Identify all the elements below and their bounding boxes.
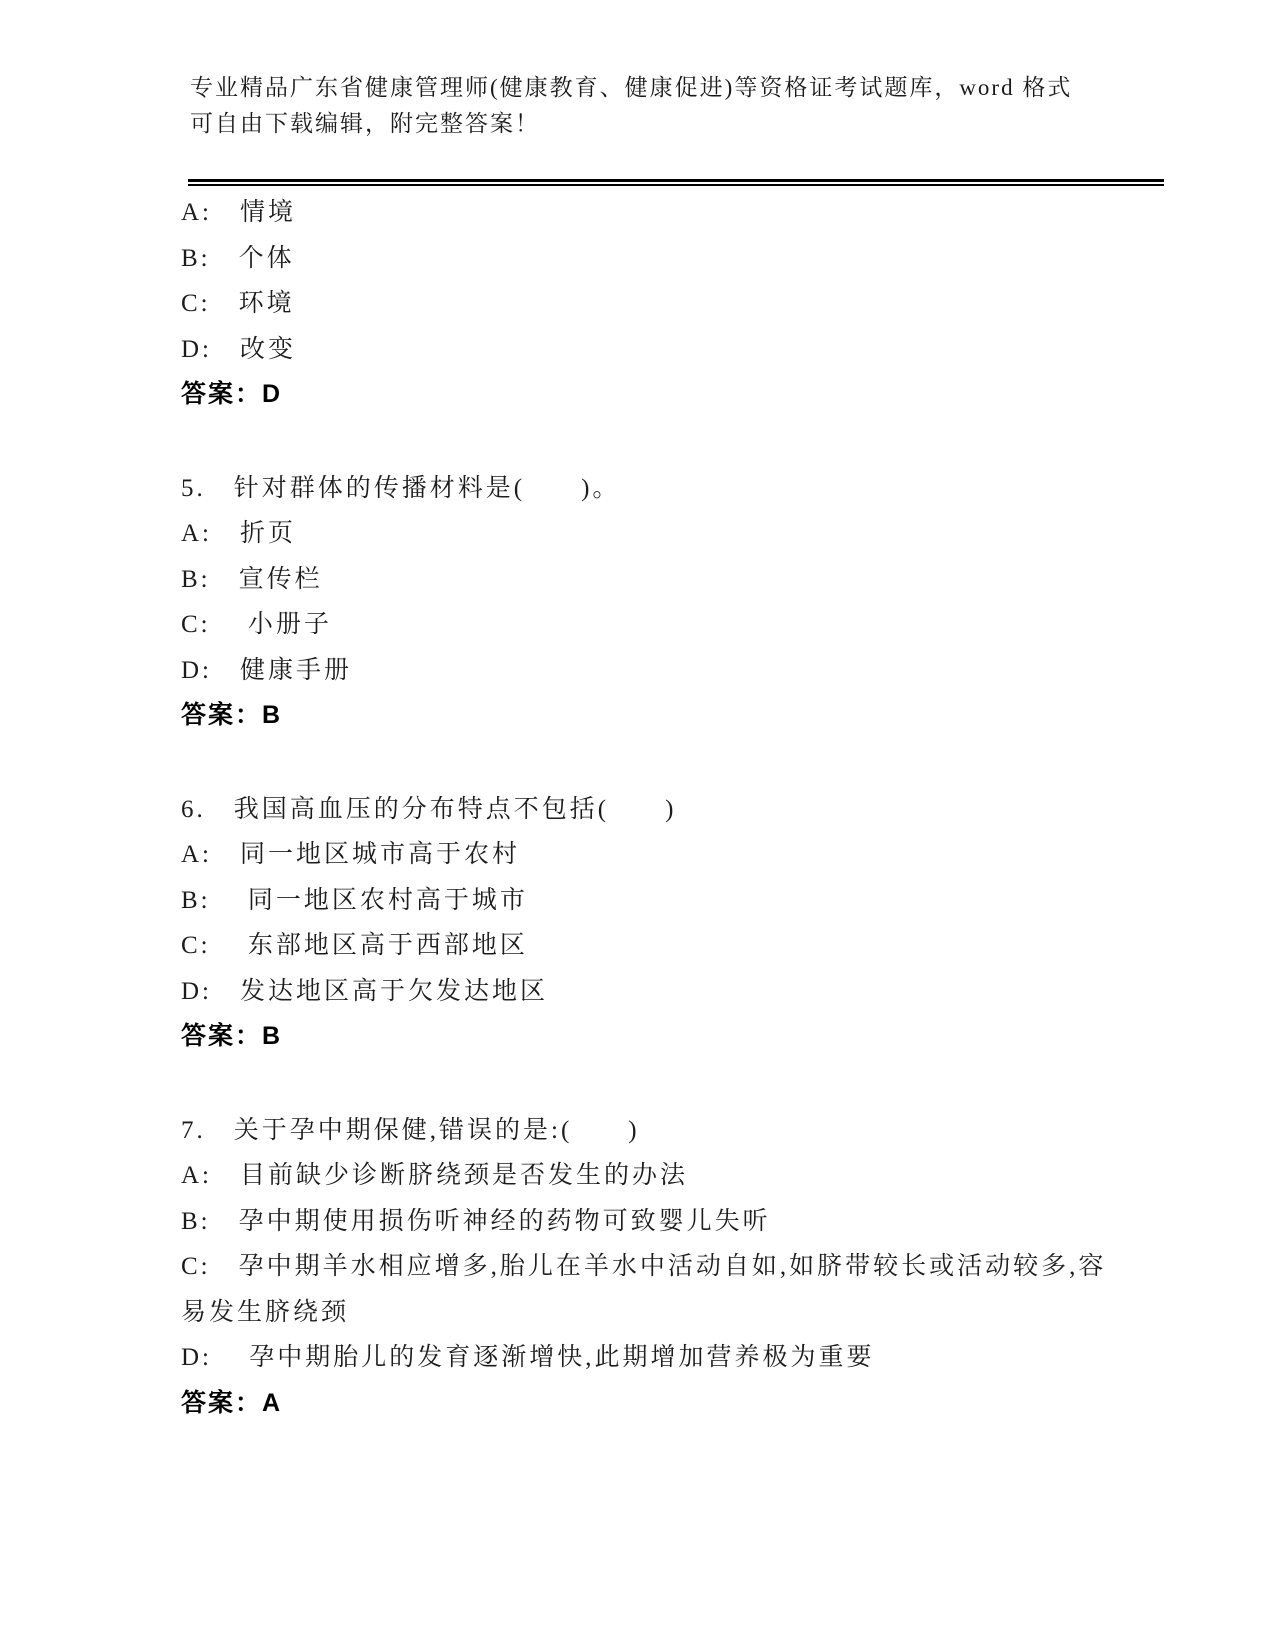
- option-line: A: 折页: [181, 520, 297, 547]
- option-line: A: 同一地区城市高于农村: [181, 841, 521, 868]
- option-line: B: 孕中期使用损伤听神经的药物可致婴儿失听: [181, 1207, 771, 1235]
- answer-line: 答案：D: [181, 380, 283, 408]
- option-line: B: 同一地区农村高于城市: [181, 886, 528, 914]
- option-line: C: 孕中期羊水相应增多,胎儿在羊水中活动自如,如脐带较长或活动较多,容易发生脐绕颈: [181, 1253, 1107, 1326]
- option-line: C: 环境: [181, 290, 295, 317]
- question-stem: 5. 针对群体的传播材料是( )。: [181, 474, 621, 502]
- page-header: [190, 70, 1140, 142]
- answer-line: 答案：A: [181, 1388, 283, 1417]
- question-block-5: [181, 466, 1131, 739]
- question-block-4: [181, 190, 1131, 418]
- header-line-1: 专业精品广东省健康管理师(健康教育、健康促进)等资格证考试题库，word 格式: [190, 75, 1073, 100]
- document-body: [181, 190, 1131, 1426]
- question-stem: 6. 我国高血压的分布特点不包括( ): [181, 795, 677, 823]
- option-line: A: 目前缺少诊断脐绕颈是否发生的办法: [181, 1162, 689, 1189]
- question-stem: 7. 关于孕中期保健,错误的是:( ): [181, 1116, 640, 1144]
- answer-line: 答案：B: [181, 701, 283, 729]
- answer-line: 答案：B: [181, 1022, 283, 1050]
- option-line: D: 健康手册: [181, 656, 353, 684]
- option-line: A: 情境: [181, 199, 297, 226]
- header-line-2: 可自由下载编辑，附完整答案！: [190, 111, 540, 136]
- question-block-6: [181, 787, 1131, 1060]
- option-line: D: 改变: [181, 335, 297, 363]
- option-line: B: 宣传栏: [181, 565, 323, 593]
- option-line: C: 小册子: [181, 611, 332, 638]
- question-block-7: [181, 1108, 1131, 1427]
- option-line: B: 个体: [181, 244, 295, 272]
- option-line: D: 孕中期胎儿的发育逐渐增快,此期增加营养极为重要: [181, 1344, 875, 1371]
- option-line: C: 东部地区高于西部地区: [181, 932, 528, 959]
- header-double-rule: [188, 179, 1164, 186]
- option-line: D: 发达地区高于欠发达地区: [181, 977, 549, 1005]
